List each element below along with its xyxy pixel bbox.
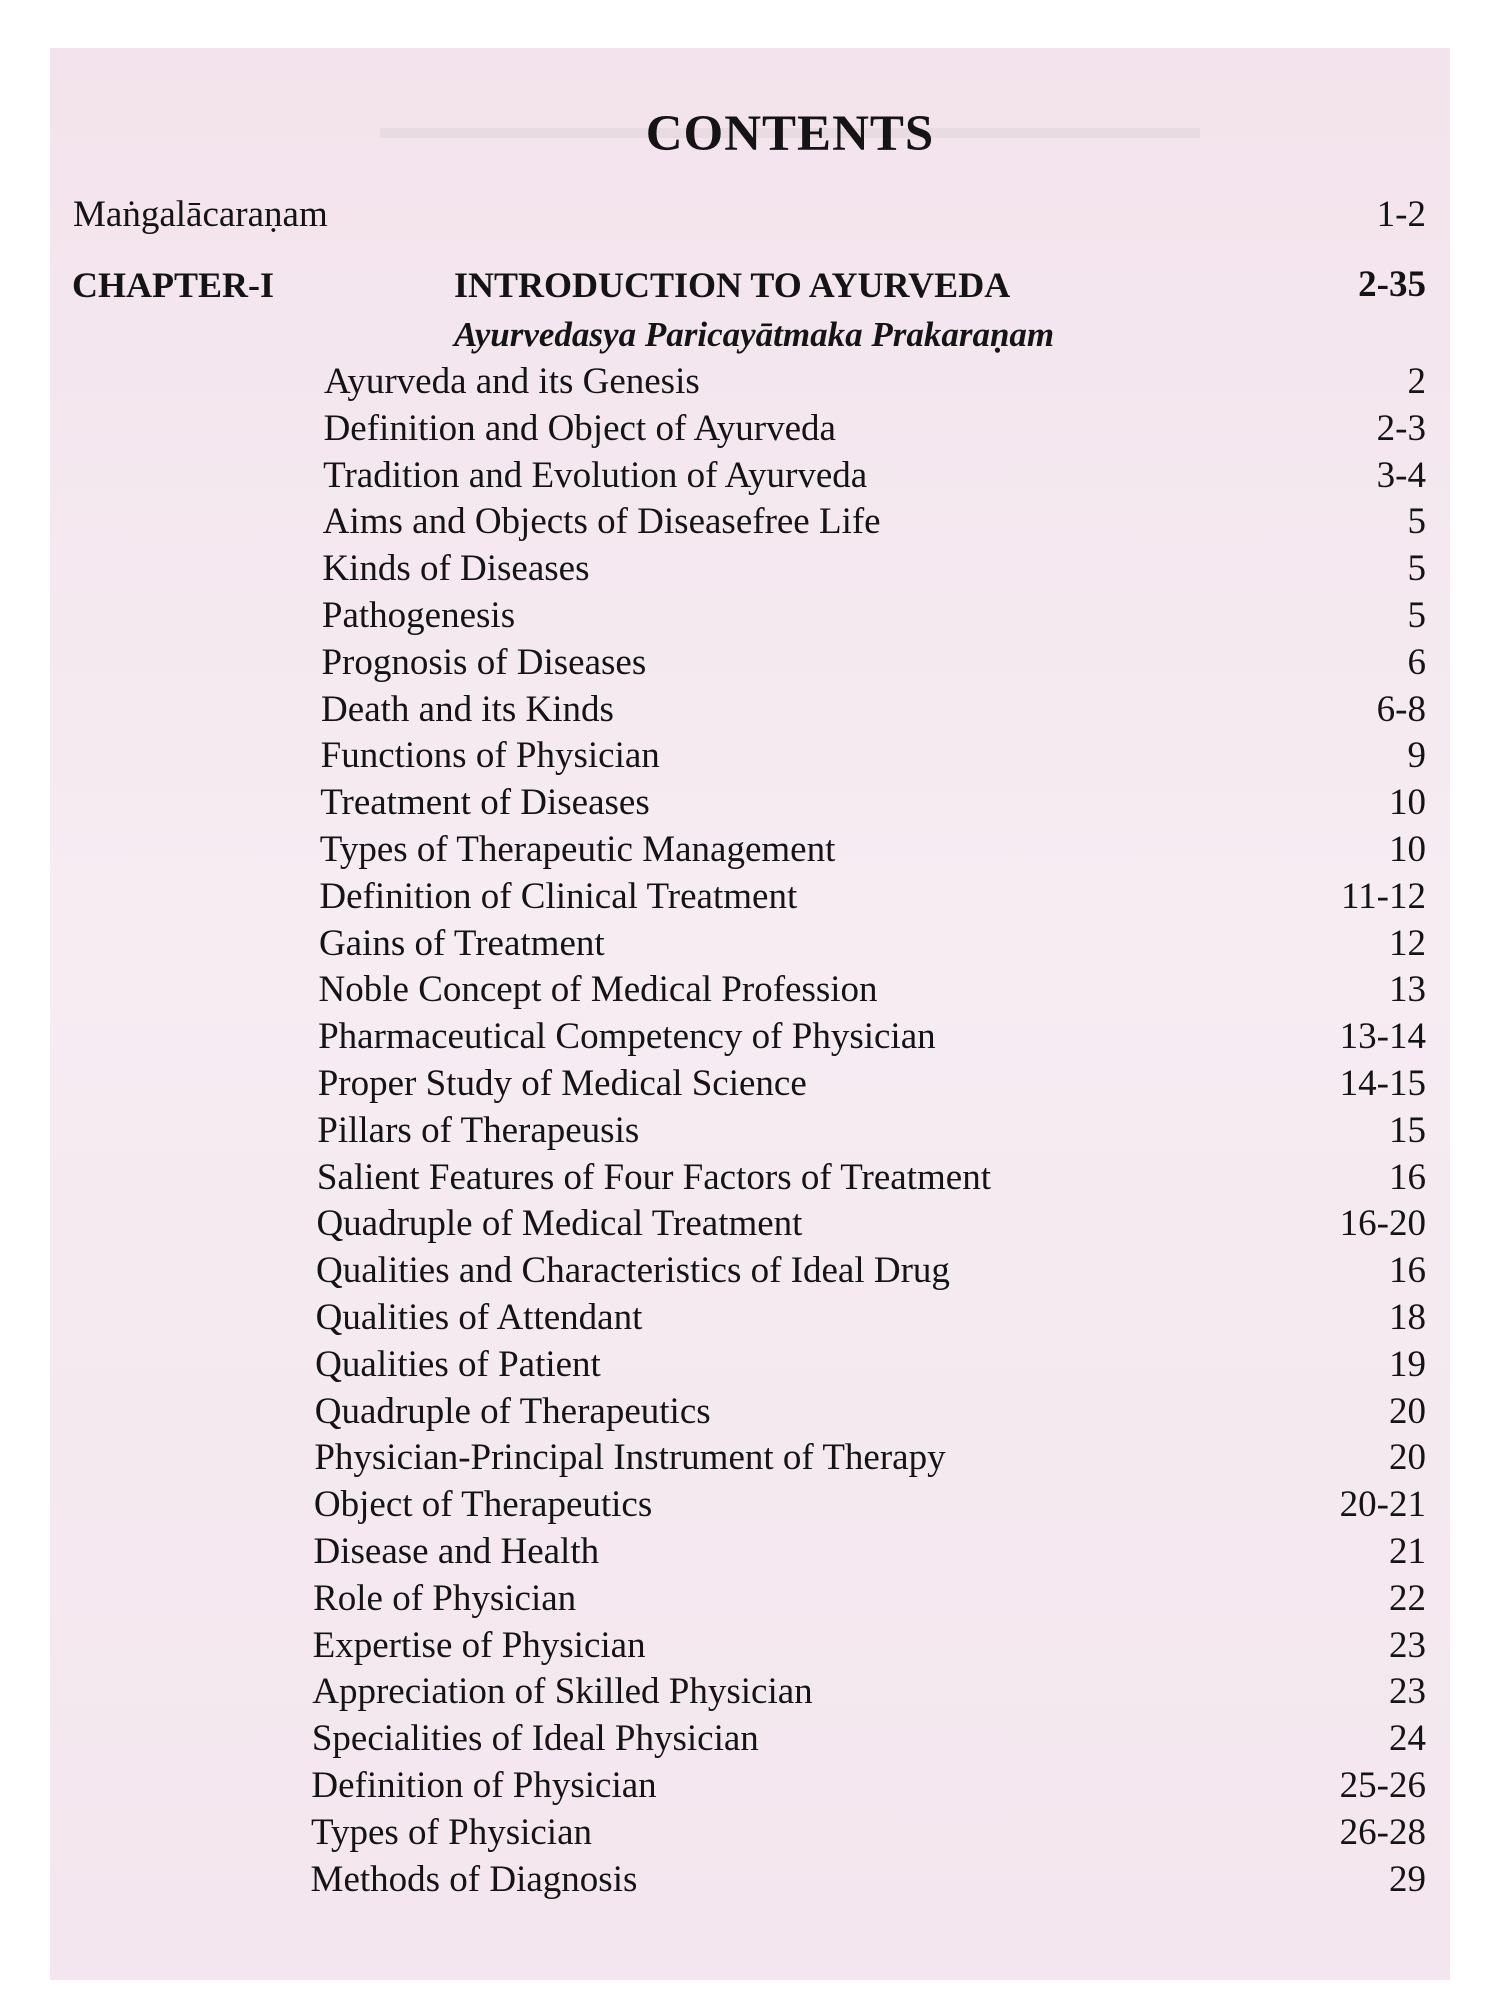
list-item (50, 922, 1450, 966)
entry-title: Salient Features of Four Factors of Treatment (316, 1156, 991, 1198)
entry-page: 23 (1389, 1624, 1426, 1666)
intro-label: Maṅgalācaraṇam (73, 194, 328, 235)
entry-page: 14-15 (1339, 1063, 1426, 1104)
chapter-title: INTRODUCTION TO AYURVEDA (454, 265, 1011, 305)
list-item (50, 1577, 1450, 1621)
entry-title: Expertise of Physician (312, 1624, 646, 1666)
entry-title: Aims and Objects of Diseasefree Life (322, 501, 881, 543)
entry-page: 13 (1389, 969, 1426, 1011)
entry-page: 12 (1389, 922, 1426, 964)
list-item (50, 781, 1450, 825)
entry-title: Qualities of Patient (315, 1343, 601, 1385)
entry-page: 24 (1389, 1718, 1426, 1760)
entry-page: 18 (1389, 1297, 1426, 1338)
chapter-label: CHAPTER-I (72, 265, 275, 305)
list-item (50, 500, 1450, 544)
list-item (50, 1343, 1450, 1387)
entry-page: 3-4 (1376, 454, 1426, 496)
entry-title: Death and its Kinds (321, 688, 614, 730)
list-item (50, 454, 1450, 498)
entry-page: 19 (1389, 1343, 1426, 1385)
list-item (50, 1156, 1450, 1200)
list-item (50, 360, 1450, 404)
list-item (50, 407, 1450, 451)
entry-page: 20 (1389, 1437, 1426, 1479)
entry-page: 16 (1389, 1156, 1426, 1198)
entry-page: 6 (1407, 641, 1426, 683)
entry-title: Disease and Health (313, 1531, 600, 1572)
entry-page: 5 (1407, 548, 1426, 590)
entry-title: Methods of Diagnosis (310, 1858, 638, 1900)
list-item (50, 1530, 1450, 1574)
list-item (50, 594, 1450, 638)
entry-page: 22 (1389, 1577, 1426, 1619)
list-item (50, 1858, 1450, 1902)
entry-title: Kinds of Diseases (322, 548, 590, 590)
entry-page: 20-21 (1339, 1484, 1426, 1526)
entry-title: Appreciation of Skilled Physician (312, 1671, 813, 1713)
list-item (50, 1436, 1450, 1480)
list-item (50, 734, 1450, 778)
entry-title: Qualities and Characteristics of Ideal Drug (316, 1250, 950, 1292)
entry-title: Specialities of Ideal Physician (311, 1718, 759, 1760)
entry-page: 20 (1389, 1390, 1426, 1432)
entry-title: Quadruple of Therapeutics (314, 1390, 711, 1432)
entry-title: Treatment of Diseases (320, 782, 650, 824)
chapter-pages: 2-35 (1358, 264, 1426, 305)
entry-title: Ayurveda and its Genesis (324, 361, 700, 402)
list-item (50, 1249, 1450, 1293)
list-item (50, 875, 1450, 919)
entry-page: 11-12 (1341, 875, 1426, 917)
list-item (50, 1670, 1450, 1714)
entry-title: Tradition and Evolution of Ayurveda (323, 454, 868, 496)
entry-page: 26-28 (1339, 1811, 1426, 1853)
list-item (50, 1717, 1450, 1761)
entry-page: 25-26 (1339, 1765, 1426, 1806)
entry-page: 23 (1389, 1671, 1426, 1713)
list-item (50, 1811, 1450, 1855)
entry-page: 2-3 (1376, 407, 1426, 449)
page-title: CONTENTS (645, 106, 935, 162)
list-item (50, 641, 1450, 685)
entry-title: Qualities of Attendant (315, 1297, 643, 1338)
entry-page: 6-8 (1376, 688, 1426, 730)
entry-title: Object of Therapeutics (313, 1484, 653, 1526)
entry-title: Pillars of Therapeusis (317, 1109, 640, 1151)
list-item (50, 1015, 1450, 1059)
entry-title: Quadruple of Medical Treatment (316, 1203, 803, 1245)
entry-title: Gains of Treatment (318, 922, 605, 964)
entry-page: 29 (1389, 1858, 1426, 1900)
entry-page: 16 (1389, 1250, 1426, 1292)
entry-title: Pathogenesis (321, 595, 516, 636)
entry-title: Proper Study of Medical Science (317, 1063, 807, 1104)
list-item (50, 1483, 1450, 1527)
entry-title: Definition and Object of Ayurveda (323, 407, 836, 449)
list-item (50, 828, 1450, 872)
list-item (50, 1764, 1450, 1808)
list-item (50, 1109, 1450, 1153)
contents-page (50, 48, 1450, 1980)
entry-page: 15 (1389, 1109, 1426, 1151)
list-item (50, 547, 1450, 591)
entry-title: Functions of Physician (320, 735, 660, 777)
intro-pages: 1-2 (1376, 194, 1426, 235)
entry-page: 9 (1407, 735, 1426, 777)
entry-page: 13-14 (1339, 1016, 1426, 1058)
entry-page: 16-20 (1339, 1203, 1426, 1245)
list-item (50, 1296, 1450, 1340)
entry-title: Role of Physician (313, 1577, 577, 1619)
entry-title: Prognosis of Diseases (321, 641, 647, 683)
list-item (50, 1062, 1450, 1106)
list-item (50, 1390, 1450, 1434)
entry-title: Types of Physician (310, 1811, 593, 1853)
chapter-subtitle: Ayurvedasya Paricayātmaka Prakaraṇam (454, 315, 1055, 354)
entry-title: Noble Concept of Medical Profession (318, 969, 878, 1011)
entry-title: Definition of Physician (311, 1765, 657, 1806)
entry-title: Types of Therapeutic Management (319, 829, 836, 870)
entry-page: 10 (1389, 782, 1426, 824)
entry-title: Physician-Principal Instrument of Therapy (314, 1437, 946, 1479)
list-item (50, 1624, 1450, 1668)
entry-page: 5 (1407, 595, 1426, 636)
entry-title: Definition of Clinical Treatment (319, 875, 798, 917)
entry-page: 21 (1389, 1531, 1426, 1572)
list-item (50, 968, 1450, 1012)
entry-page: 5 (1407, 501, 1426, 543)
entry-page: 2 (1407, 361, 1426, 402)
list-item (50, 1202, 1450, 1246)
entry-title: Pharmaceutical Competency of Physician (318, 1016, 936, 1058)
list-item (50, 688, 1450, 732)
entry-page: 10 (1389, 829, 1426, 870)
